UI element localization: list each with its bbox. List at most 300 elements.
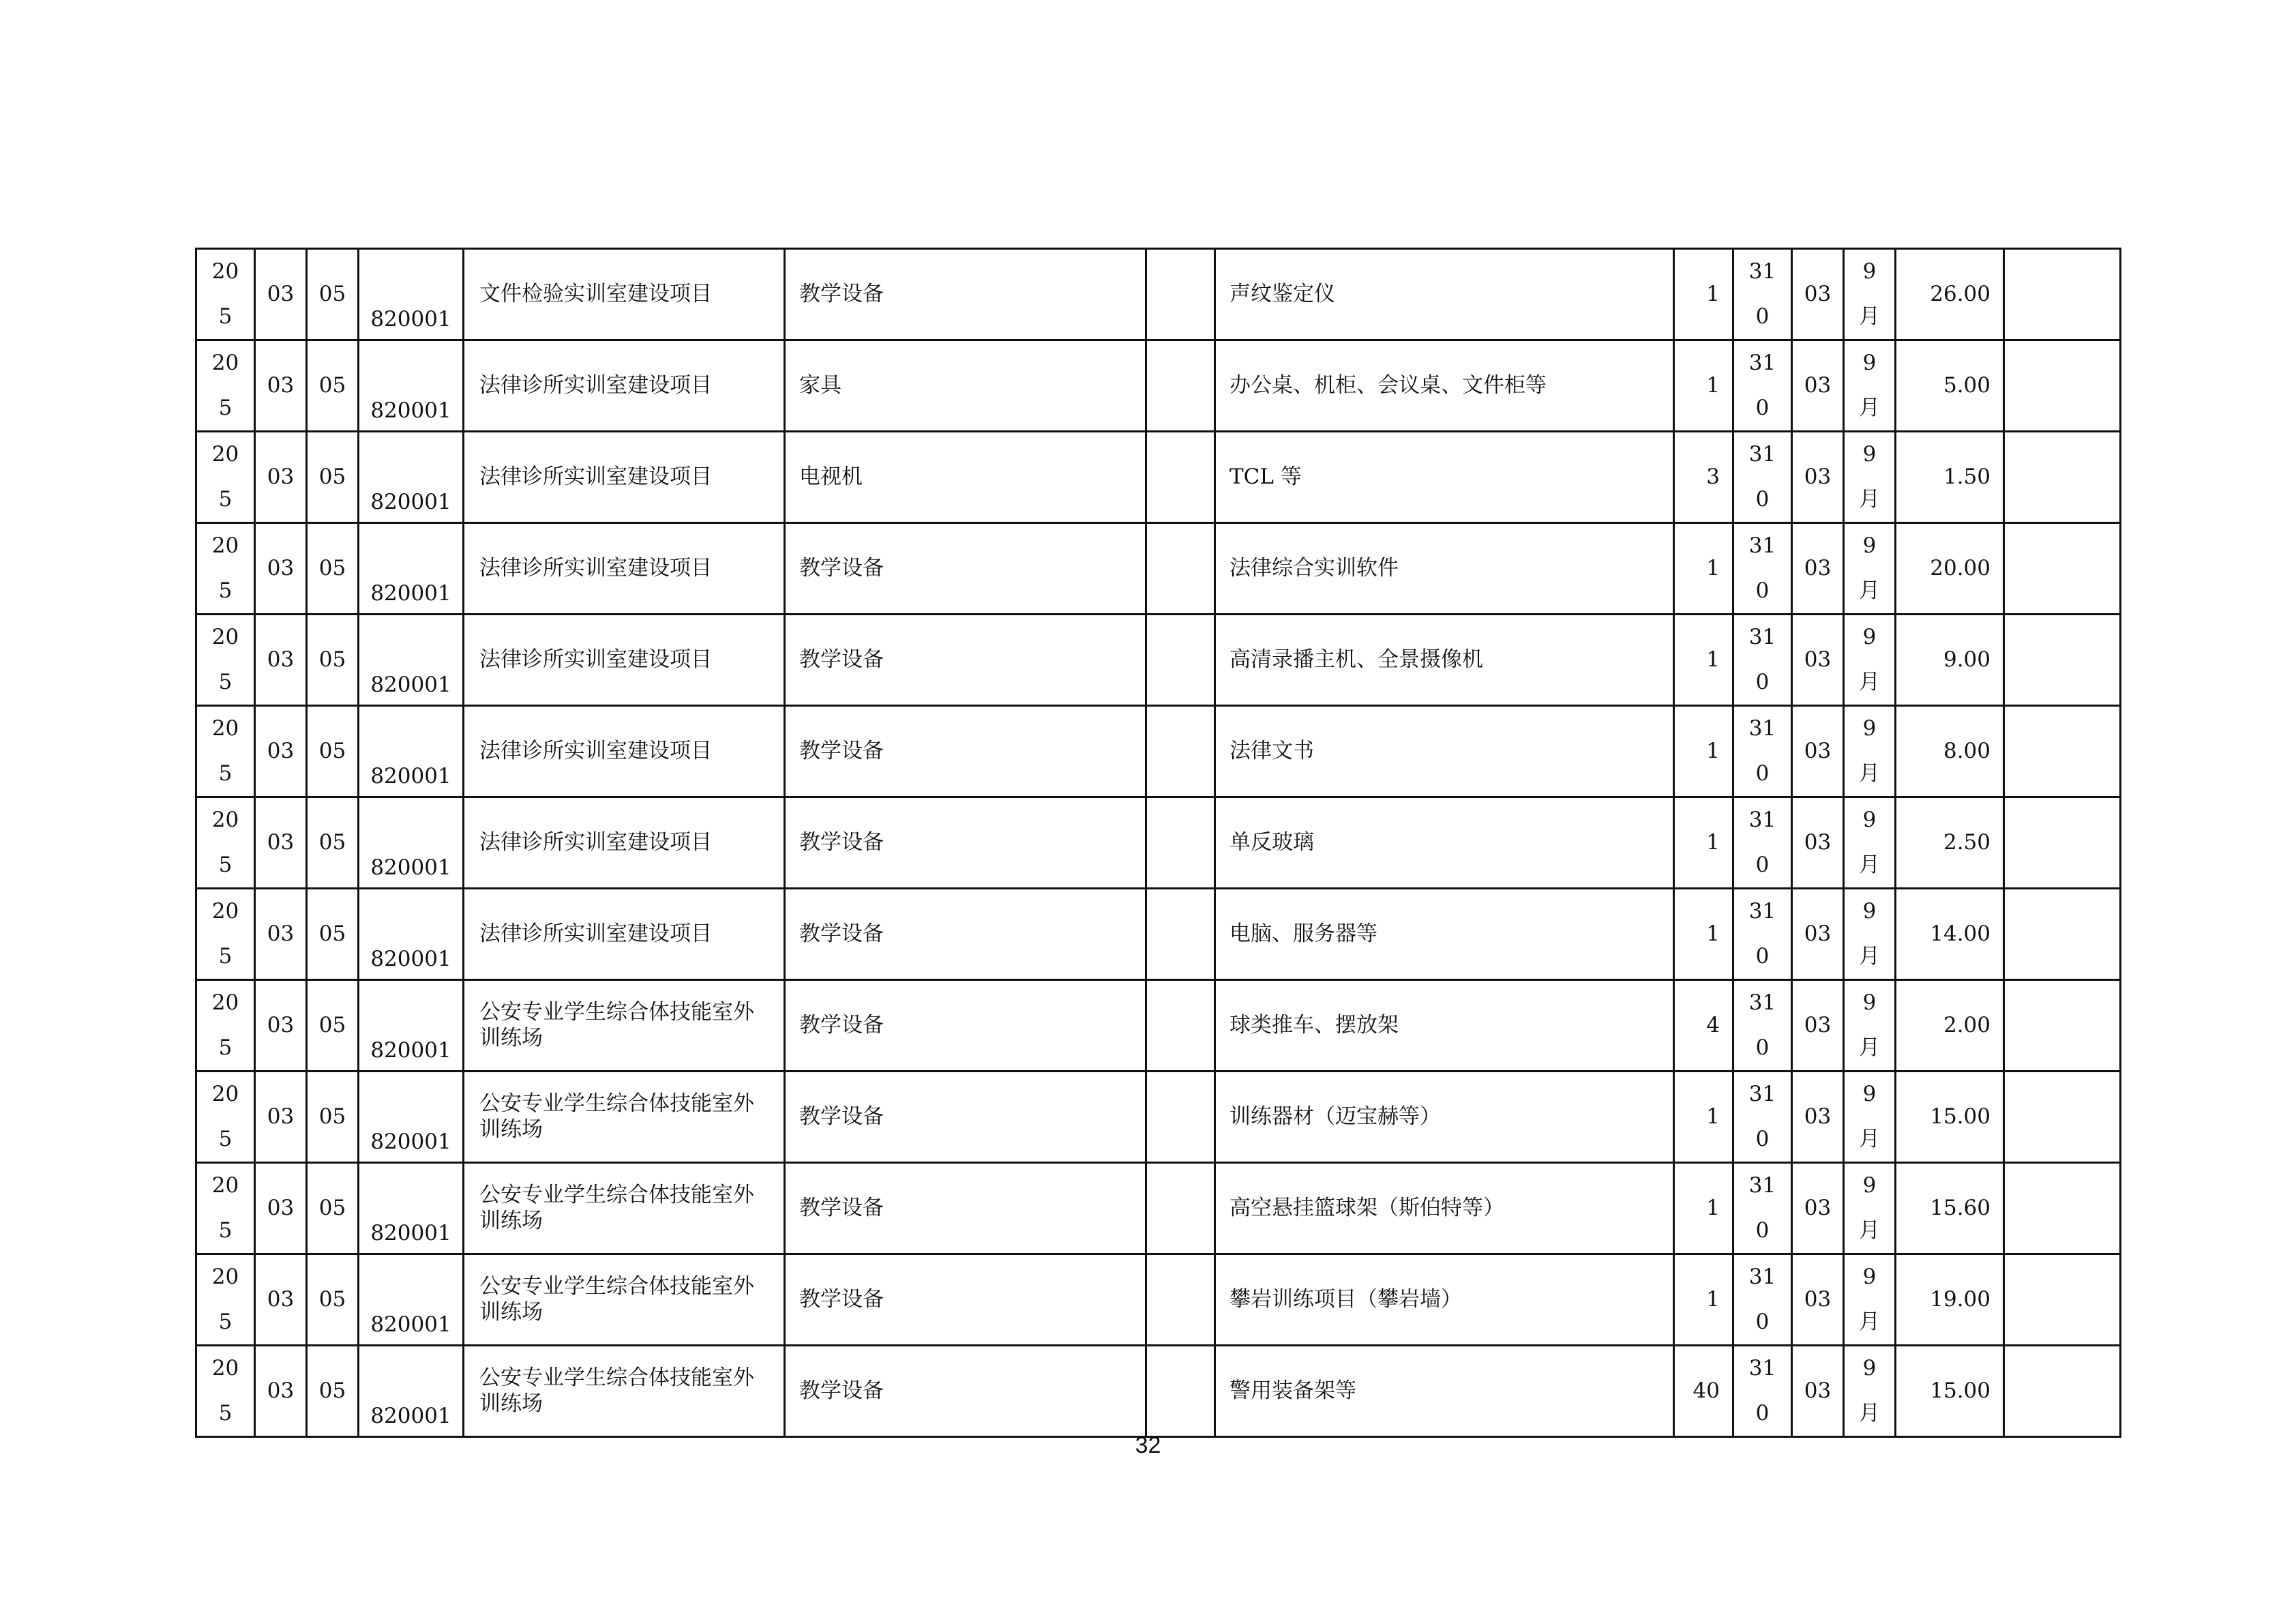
month-bottom: 月 [1859,486,1880,512]
cell-year [196,1254,255,1346]
category: 教学设备 [799,647,884,672]
cell-month [1844,249,1896,340]
cell-category [785,1254,1146,1346]
cell-amount [1896,1254,2004,1346]
month [1845,889,1894,979]
category: 教学设备 [799,555,884,580]
month-top: 9 [1862,533,1877,558]
cell-code-310 [1733,1072,1792,1163]
code-03: 03 [1804,372,1832,398]
quantity: 1 [1706,1104,1720,1129]
cell-blank [1146,340,1215,432]
cell-item-name [1215,432,1674,523]
cell-quantity [1674,615,1733,706]
cell-quantity [1674,432,1733,523]
project-code: 820001 [370,580,451,606]
cell-class [255,889,307,980]
project-code: 820001 [370,946,451,971]
month [1845,798,1894,887]
class-code: 03 [267,464,295,489]
amount: 14.00 [1930,921,1991,946]
cell-remark [2004,1072,2121,1163]
cell-remark [2004,615,2121,706]
code-03: 03 [1804,1195,1832,1220]
cell-quantity [1674,1163,1733,1254]
cell-project-name [464,432,785,523]
category: 教学设备 [799,1012,884,1037]
quantity: 1 [1706,921,1720,946]
item-name: 办公桌、机柜、会议桌、文件柜等 [1229,372,1547,398]
cell-item-code [307,1163,359,1254]
month-bottom: 月 [1859,1126,1880,1151]
cell-remark [2004,889,2121,980]
cell-item-name [1215,1346,1674,1437]
cell-item-name [1215,980,1674,1072]
code-310 [1734,250,1791,339]
amount: 2.00 [1943,1012,1991,1037]
cell-item-name [1215,706,1674,797]
item-code: 05 [318,1286,346,1312]
cell-category [785,706,1146,797]
code-310 [1734,1072,1791,1162]
year-code-top: 20 [211,1173,239,1198]
cell-project-name [464,889,785,980]
project-name: 公安专业学生综合体技能室外训练场 [479,1183,754,1233]
code-310-top: 31 [1748,1356,1776,1381]
month [1845,1164,1894,1253]
amount: 15.60 [1930,1195,1991,1220]
code-310-top: 31 [1748,1082,1776,1106]
table-body [196,249,2121,1437]
cell-year [196,615,255,706]
cell-code-310 [1733,706,1792,797]
class-code: 03 [267,829,295,855]
item-code: 05 [318,829,346,855]
cell-year [196,706,255,797]
cell-class [255,1163,307,1254]
project-name: 公安专业学生综合体技能室外训练场 [479,1274,754,1325]
code-03: 03 [1804,1378,1832,1403]
cell-item-code [307,980,359,1072]
cell-amount [1896,432,2004,523]
cell-item-code [307,797,359,889]
code-03: 03 [1804,1012,1832,1037]
month-top: 9 [1862,899,1877,924]
cell-project-code [359,249,464,340]
code-310 [1734,1164,1791,1253]
class-code: 03 [267,372,295,398]
year-code-top: 20 [211,1265,239,1289]
table-row [196,249,2121,340]
cell-project-code [359,1072,464,1163]
project-name: 法律诊所实训室建设项目 [479,555,712,580]
year-code-bottom: 5 [218,761,233,786]
month [1845,432,1894,522]
cell-code-03 [1792,706,1844,797]
page-number: 32 [1135,1432,1161,1458]
cell-code-03 [1792,1072,1844,1163]
cell-blank [1146,706,1215,797]
project-name: 公安专业学生综合体技能室外训练场 [479,1091,754,1142]
cell-code-03 [1792,615,1844,706]
code-310-bottom: 0 [1755,761,1770,786]
code-03: 03 [1804,829,1832,855]
table-row [196,432,2121,523]
project-code: 820001 [370,306,451,331]
month-bottom: 月 [1859,1217,1880,1243]
code-310-bottom: 0 [1755,304,1770,329]
cell-class [255,340,307,432]
year-code-bottom: 5 [218,578,233,603]
category: 教学设备 [799,1195,884,1220]
item-code: 05 [318,1104,346,1129]
code-310 [1734,615,1791,705]
year-code [197,1346,254,1436]
code-310-top: 31 [1748,808,1776,832]
cell-code-03 [1792,1346,1844,1437]
year-code-top: 20 [211,1356,239,1381]
cell-class [255,1346,307,1437]
code-03: 03 [1804,281,1832,306]
cell-category [785,797,1146,889]
cell-remark [2004,432,2121,523]
cell-code-310 [1733,615,1792,706]
cell-item-name [1215,797,1674,889]
cell-project-name [464,523,785,615]
cell-month [1844,1254,1896,1346]
year-code-top: 20 [211,1082,239,1106]
year-code-top: 20 [211,259,239,284]
cell-remark [2004,249,2121,340]
table-row [196,1346,2121,1437]
cell-blank [1146,797,1215,889]
cell-year [196,797,255,889]
cell-category [785,615,1146,706]
item-name: 训练器材（迈宝赫等） [1229,1104,1441,1129]
year-code [197,524,254,613]
category: 教学设备 [799,1286,884,1312]
amount: 9.00 [1943,647,1991,672]
cell-item-code [307,889,359,980]
cell-item-name [1215,1163,1674,1254]
cell-class [255,797,307,889]
month-top: 9 [1862,442,1877,467]
table-row [196,1254,2121,1346]
project-name: 法律诊所实训室建设项目 [479,829,712,855]
code-310-top: 31 [1748,625,1776,649]
cell-quantity [1674,889,1733,980]
cell-amount [1896,889,2004,980]
month-top: 9 [1862,1356,1877,1381]
cell-code-310 [1733,523,1792,615]
year-code-bottom: 5 [218,1217,233,1243]
year-code-bottom: 5 [218,1126,233,1151]
item-code: 05 [318,555,346,580]
quantity: 4 [1706,1012,1720,1037]
item-code: 05 [318,372,346,398]
year-code-bottom: 5 [218,395,233,420]
cell-remark [2004,340,2121,432]
year-code-top: 20 [211,533,239,558]
code-310 [1734,798,1791,887]
cell-code-03 [1792,1254,1844,1346]
amount: 20.00 [1930,555,1991,580]
item-name: 高清录播主机、全景摄像机 [1229,647,1483,672]
cell-code-03 [1792,1163,1844,1254]
quantity: 1 [1706,555,1720,580]
cell-project-name [464,797,785,889]
class-code: 03 [267,1104,295,1129]
cell-blank [1146,1163,1215,1254]
cell-project-code [359,615,464,706]
item-name: 警用装备架等 [1229,1378,1356,1403]
cell-year [196,1346,255,1437]
code-310 [1734,707,1791,796]
category: 教学设备 [799,921,884,946]
cell-amount [1896,706,2004,797]
amount: 1.50 [1943,464,1991,489]
item-name: 电脑、服务器等 [1229,921,1377,946]
cell-remark [2004,1254,2121,1346]
category: 教学设备 [799,738,884,763]
table-row [196,797,2121,889]
class-code: 03 [267,647,295,672]
table-row [196,523,2121,615]
cell-remark [2004,1163,2121,1254]
item-code: 05 [318,1378,346,1403]
cell-class [255,249,307,340]
quantity: 1 [1706,829,1720,855]
table-row [196,889,2121,980]
quantity: 1 [1706,281,1720,306]
cell-remark [2004,980,2121,1072]
cell-code-310 [1733,340,1792,432]
cell-code-03 [1792,249,1844,340]
amount: 15.00 [1930,1104,1991,1129]
year-code [197,250,254,339]
class-code: 03 [267,1286,295,1312]
month-bottom: 月 [1859,1400,1880,1426]
item-code: 05 [318,738,346,763]
cell-code-03 [1792,432,1844,523]
category: 教学设备 [799,281,884,306]
item-name: 法律文书 [1229,738,1314,763]
year-code [197,341,254,430]
code-310-top: 31 [1748,716,1776,741]
cell-year [196,340,255,432]
code-03: 03 [1804,464,1832,489]
cell-code-03 [1792,980,1844,1072]
cell-blank [1146,1254,1215,1346]
cell-year [196,249,255,340]
cell-quantity [1674,249,1733,340]
cell-amount [1896,980,2004,1072]
cell-project-name [464,980,785,1072]
table-row [196,340,2121,432]
table-row [196,615,2121,706]
code-310-bottom: 0 [1755,943,1770,969]
cell-class [255,615,307,706]
month-top: 9 [1862,808,1877,832]
cell-year [196,1072,255,1163]
code-310 [1734,981,1791,1070]
cell-code-310 [1733,980,1792,1072]
month-bottom: 月 [1859,669,1880,694]
code-310 [1734,341,1791,430]
cell-amount [1896,340,2004,432]
amount: 15.00 [1930,1378,1991,1403]
year-code-top: 20 [211,716,239,741]
month [1845,1255,1894,1344]
item-name: 法律综合实训软件 [1229,555,1399,580]
code-03: 03 [1804,647,1832,672]
code-03: 03 [1804,738,1832,763]
cell-category [785,340,1146,432]
cell-remark [2004,797,2121,889]
cell-item-code [307,340,359,432]
cell-project-code [359,432,464,523]
category: 教学设备 [799,1104,884,1129]
cell-quantity [1674,797,1733,889]
cell-month [1844,980,1896,1072]
table-row [196,1163,2121,1254]
code-310-bottom: 0 [1755,852,1770,877]
code-310-bottom: 0 [1755,1400,1770,1426]
project-code: 820001 [370,1312,451,1337]
table-row [196,706,2121,797]
cell-item-code [307,249,359,340]
code-310-bottom: 0 [1755,486,1770,512]
item-name: 球类推车、摆放架 [1229,1012,1399,1037]
year-code [197,1164,254,1253]
cell-quantity [1674,340,1733,432]
cell-month [1844,432,1896,523]
month-bottom: 月 [1859,304,1880,329]
item-code: 05 [318,464,346,489]
cell-remark [2004,1346,2121,1437]
cell-project-name [464,340,785,432]
code-310-top: 31 [1748,1173,1776,1198]
code-310-bottom: 0 [1755,1309,1770,1334]
code-03: 03 [1804,921,1832,946]
year-code-bottom: 5 [218,486,233,512]
cell-remark [2004,523,2121,615]
quantity: 1 [1706,738,1720,763]
amount: 19.00 [1930,1286,1991,1312]
cell-item-code [307,432,359,523]
month-top: 9 [1862,990,1877,1015]
category: 教学设备 [799,829,884,855]
code-310-top: 31 [1748,990,1776,1015]
year-code [197,798,254,887]
project-name: 法律诊所实训室建设项目 [479,464,712,489]
class-code: 03 [267,1378,295,1403]
year-code [197,1255,254,1344]
cell-month [1844,1072,1896,1163]
project-code: 820001 [370,672,451,697]
cell-project-code [359,889,464,980]
year-code-top: 20 [211,899,239,924]
month [1845,524,1894,613]
project-code: 820001 [370,1129,451,1154]
code-310 [1734,1346,1791,1436]
project-name: 法律诊所实训室建设项目 [479,372,712,398]
cell-code-03 [1792,889,1844,980]
month-top: 9 [1862,1265,1877,1289]
cell-month [1844,1163,1896,1254]
cell-code-310 [1733,1254,1792,1346]
cell-code-03 [1792,523,1844,615]
quantity: 40 [1693,1378,1720,1403]
cell-class [255,1072,307,1163]
code-310 [1734,1255,1791,1344]
code-310-top: 31 [1748,351,1776,375]
code-310-bottom: 0 [1755,578,1770,603]
month [1845,341,1894,430]
item-code: 05 [318,1012,346,1037]
cell-quantity [1674,706,1733,797]
code-310-top: 31 [1748,1265,1776,1289]
cell-blank [1146,1346,1215,1437]
cell-project-code [359,980,464,1072]
month-bottom: 月 [1859,1035,1880,1060]
cell-category [785,980,1146,1072]
code-310 [1734,432,1791,522]
cell-project-code [359,340,464,432]
cell-item-code [307,1254,359,1346]
cell-remark [2004,706,2121,797]
month-bottom: 月 [1859,943,1880,969]
project-name: 法律诊所实训室建设项目 [479,921,712,946]
cell-month [1844,340,1896,432]
cell-project-code [359,1254,464,1346]
item-name: 声纹鉴定仪 [1229,281,1335,306]
month [1845,615,1894,705]
class-code: 03 [267,1195,295,1220]
cell-blank [1146,249,1215,340]
cell-month [1844,797,1896,889]
class-code: 03 [267,281,295,306]
cell-class [255,523,307,615]
cell-year [196,1163,255,1254]
table-row [196,980,2121,1072]
cell-amount [1896,1346,2004,1437]
cell-item-code [307,523,359,615]
item-name: 高空悬挂篮球架（斯伯特等） [1229,1195,1504,1220]
year-code-top: 20 [211,442,239,467]
code-310-top: 31 [1748,259,1776,284]
project-code: 820001 [370,398,451,423]
cell-project-name [464,706,785,797]
cell-project-name [464,249,785,340]
cell-amount [1896,249,2004,340]
cell-year [196,432,255,523]
cell-quantity [1674,980,1733,1072]
year-code-bottom: 5 [218,1309,233,1334]
cell-quantity [1674,1346,1733,1437]
cell-category [785,1346,1146,1437]
month-top: 9 [1862,351,1877,375]
code-310-top: 31 [1748,442,1776,467]
year-code [197,981,254,1070]
month [1845,981,1894,1070]
project-name: 文件检验实训室建设项目 [479,281,712,306]
cell-month [1844,523,1896,615]
cell-blank [1146,980,1215,1072]
project-code: 820001 [370,763,451,788]
cell-item-name [1215,889,1674,980]
item-name: 攀岩训练项目（攀岩墙） [1229,1286,1462,1312]
